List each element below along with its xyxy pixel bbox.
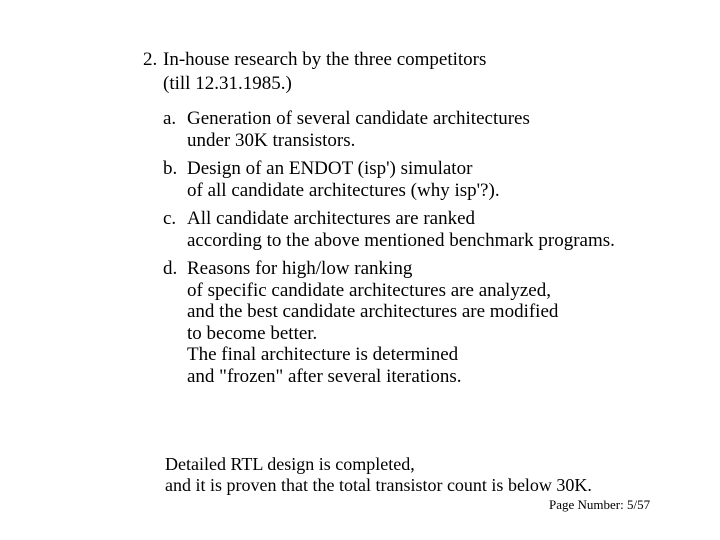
list-item-text: and "frozen" after several iterations. bbox=[187, 365, 462, 387]
research-step-list bbox=[163, 108, 615, 394]
list-item-text: to become better. bbox=[187, 322, 318, 344]
heading-line-1 bbox=[143, 48, 486, 72]
list-item-text: and the best candidate architectures are modified bbox=[187, 301, 559, 322]
list-item-d bbox=[163, 258, 615, 387]
list-item-text: Generation of several candidate architectures bbox=[187, 108, 530, 129]
page-number: Page Number: 5/57 bbox=[549, 497, 651, 512]
note-line-2: and it is proven that the total transistor count is below 30K. bbox=[165, 475, 592, 495]
list-item-text: under 30K transistors. bbox=[187, 129, 356, 151]
list-item-a bbox=[163, 108, 615, 151]
section-heading bbox=[143, 48, 486, 96]
list-item-c bbox=[163, 208, 615, 251]
list-item-text: of all candidate architectures (why isp'?). bbox=[187, 179, 500, 201]
heading-text: In-house research by the three competitors bbox=[163, 49, 487, 70]
list-item-text: Design of an ENDOT (isp') simulator bbox=[187, 158, 473, 179]
heading-line-2: (till 12.31.1985.) bbox=[163, 73, 292, 94]
list-marker: d. bbox=[163, 258, 178, 279]
list-marker: b. bbox=[163, 158, 178, 179]
list-item-text: of specific candidate architectures are analyzed, bbox=[187, 279, 551, 301]
list-marker: a. bbox=[163, 108, 177, 129]
heading-number: 2. bbox=[143, 49, 158, 70]
list-item-text: according to the above mentioned benchmark programs. bbox=[187, 229, 615, 251]
list-item-text: Reasons for high/low ranking bbox=[187, 258, 413, 279]
note-line-1: Detailed RTL design is completed, bbox=[165, 454, 415, 474]
list-item-text: The final architecture is determined bbox=[187, 344, 459, 365]
list-marker: c. bbox=[163, 208, 177, 229]
list-item-text: All candidate architectures are ranked bbox=[187, 208, 476, 229]
conclusion-note bbox=[165, 454, 592, 496]
list-item-b bbox=[163, 158, 615, 201]
